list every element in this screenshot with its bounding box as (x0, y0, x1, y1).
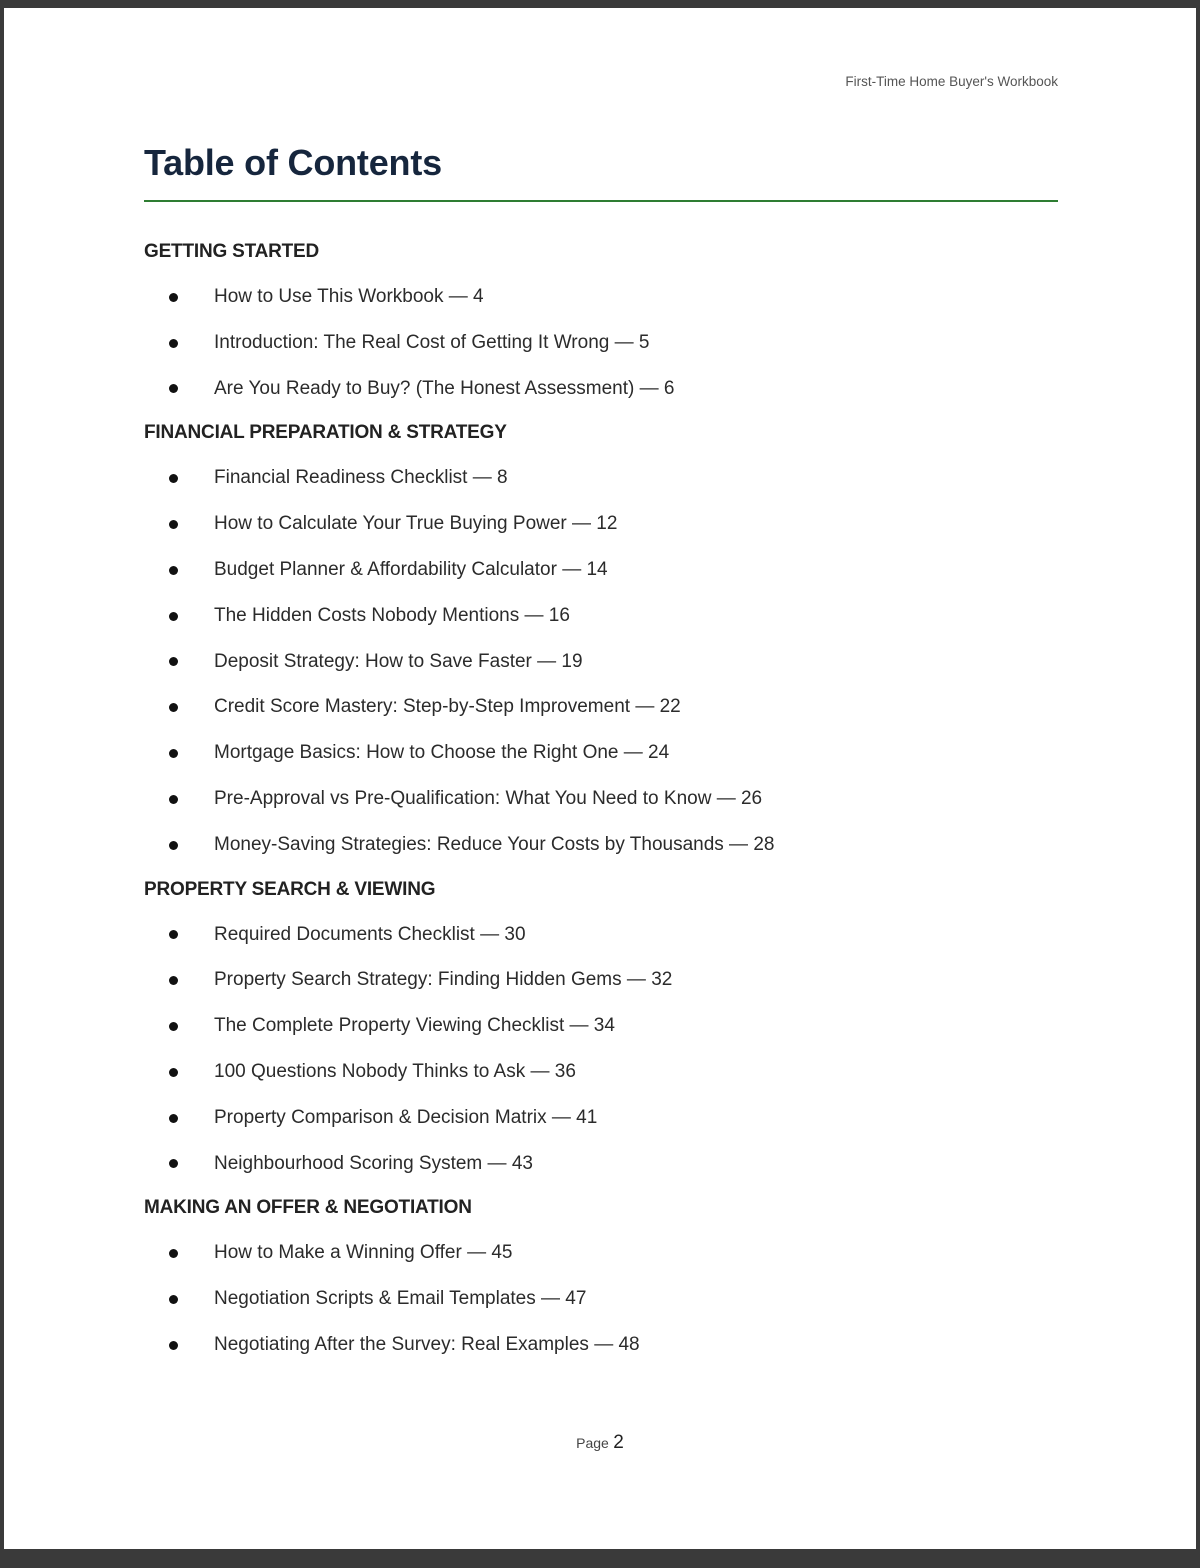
page-footer (4, 1432, 1196, 1454)
toc-section-getting-started (144, 230, 1058, 411)
bullet-icon (169, 1159, 178, 1168)
toc-entry (144, 957, 1058, 1003)
bullet-icon (169, 1068, 178, 1077)
bullet-icon (169, 1022, 178, 1031)
document-page (4, 8, 1196, 1549)
bullet-icon (169, 976, 178, 985)
toc-entry (144, 1003, 1058, 1049)
entry-list (144, 455, 1058, 867)
entry-label: Property Search Strategy: Finding Hidden Gems — 32 (214, 969, 673, 991)
toc-entry (144, 547, 1058, 593)
entry-label: Property Comparison & Decision Matrix — 41 (214, 1106, 598, 1128)
entry-label: Introduction: The Real Cost of Getting It Wrong — 5 (214, 331, 650, 353)
bullet-icon (169, 384, 178, 393)
page-title: Table of Contents (144, 142, 442, 183)
bullet-icon (169, 657, 178, 666)
entry-label: How to Make a Winning Offer — 45 (214, 1242, 513, 1264)
bullet-icon (169, 474, 178, 483)
page-number: 2 (613, 1432, 624, 1453)
bullet-icon (169, 293, 178, 302)
toc-entry (144, 1276, 1058, 1322)
toc-section-property-search (144, 868, 1058, 1187)
entry-list (144, 1230, 1058, 1367)
toc-section-financial-preparation (144, 411, 1058, 867)
toc-entry (144, 684, 1058, 730)
section-heading: PROPERTY SEARCH & VIEWING (144, 878, 436, 900)
running-header: First-Time Home Buyer's Workbook (845, 74, 1058, 89)
bullet-icon (169, 612, 178, 621)
section-heading: FINANCIAL PREPARATION & STRATEGY (144, 422, 507, 444)
toc-entry (144, 593, 1058, 639)
entry-list (144, 912, 1058, 1187)
page-label: Page (576, 1435, 609, 1451)
entry-label: Credit Score Mastery: Step-by-Step Improvement — 22 (214, 696, 681, 718)
bullet-icon (169, 703, 178, 712)
entry-label: 100 Questions Nobody Thinks to Ask — 36 (214, 1060, 576, 1082)
toc-entry (144, 776, 1058, 822)
bullet-icon (169, 566, 178, 575)
entry-label: Deposit Strategy: How to Save Faster — 19 (214, 650, 583, 672)
section-heading: MAKING AN OFFER & NEGOTIATION (144, 1197, 472, 1219)
toc-entry (144, 730, 1058, 776)
toc-entry (144, 1141, 1058, 1187)
entry-label: Required Documents Checklist — 30 (214, 923, 526, 945)
title-divider (144, 200, 1058, 202)
toc-entry (144, 366, 1058, 412)
entry-label: Pre-Approval vs Pre-Qualification: What You Need to Know — 26 (214, 787, 763, 809)
toc-entry (144, 1230, 1058, 1276)
bullet-icon (169, 520, 178, 529)
bullet-icon (169, 749, 178, 758)
entry-label: How to Use This Workbook — 4 (214, 286, 484, 307)
section-heading: GETTING STARTED (144, 241, 320, 262)
bullet-icon (169, 930, 178, 939)
toc-entry (144, 822, 1058, 868)
toc-entry (144, 1322, 1058, 1368)
entry-label: Financial Readiness Checklist — 8 (214, 467, 508, 489)
entry-label: Budget Planner & Affordability Calculator — 14 (214, 558, 608, 580)
toc-entry (144, 320, 1058, 366)
toc-entry (144, 1049, 1058, 1095)
bullet-icon (169, 1249, 178, 1258)
bullet-icon (169, 339, 178, 348)
entry-label: The Complete Property Viewing Checklist — 34 (214, 1015, 615, 1037)
toc-entry (144, 455, 1058, 501)
toc-body (144, 230, 1058, 1368)
entry-label: Money-Saving Strategies: Reduce Your Costs by Thousands — 28 (214, 833, 775, 855)
bullet-icon (169, 841, 178, 850)
bullet-icon (169, 795, 178, 804)
bullet-icon (169, 1114, 178, 1123)
bullet-icon (169, 1341, 178, 1350)
entry-list (144, 274, 1058, 411)
toc-entry (144, 501, 1058, 547)
entry-label: Negotiation Scripts & Email Templates — 47 (214, 1288, 587, 1310)
entry-label: Negotiating After the Survey: Real Examples — 48 (214, 1333, 640, 1355)
toc-section-making-an-offer (144, 1186, 1058, 1367)
bullet-icon (169, 1295, 178, 1304)
entry-label: Mortgage Basics: How to Choose the Right One — 24 (214, 742, 670, 764)
entry-label: Neighbourhood Scoring System — 43 (214, 1152, 533, 1174)
toc-entry (144, 912, 1058, 958)
toc-entry (144, 639, 1058, 685)
toc-entry (144, 1095, 1058, 1141)
entry-label: How to Calculate Your True Buying Power — 12 (214, 513, 618, 535)
entry-label: The Hidden Costs Nobody Mentions — 16 (214, 604, 570, 626)
entry-label: Are You Ready to Buy? (The Honest Assessment) — 6 (214, 377, 675, 399)
toc-entry (144, 274, 1058, 320)
